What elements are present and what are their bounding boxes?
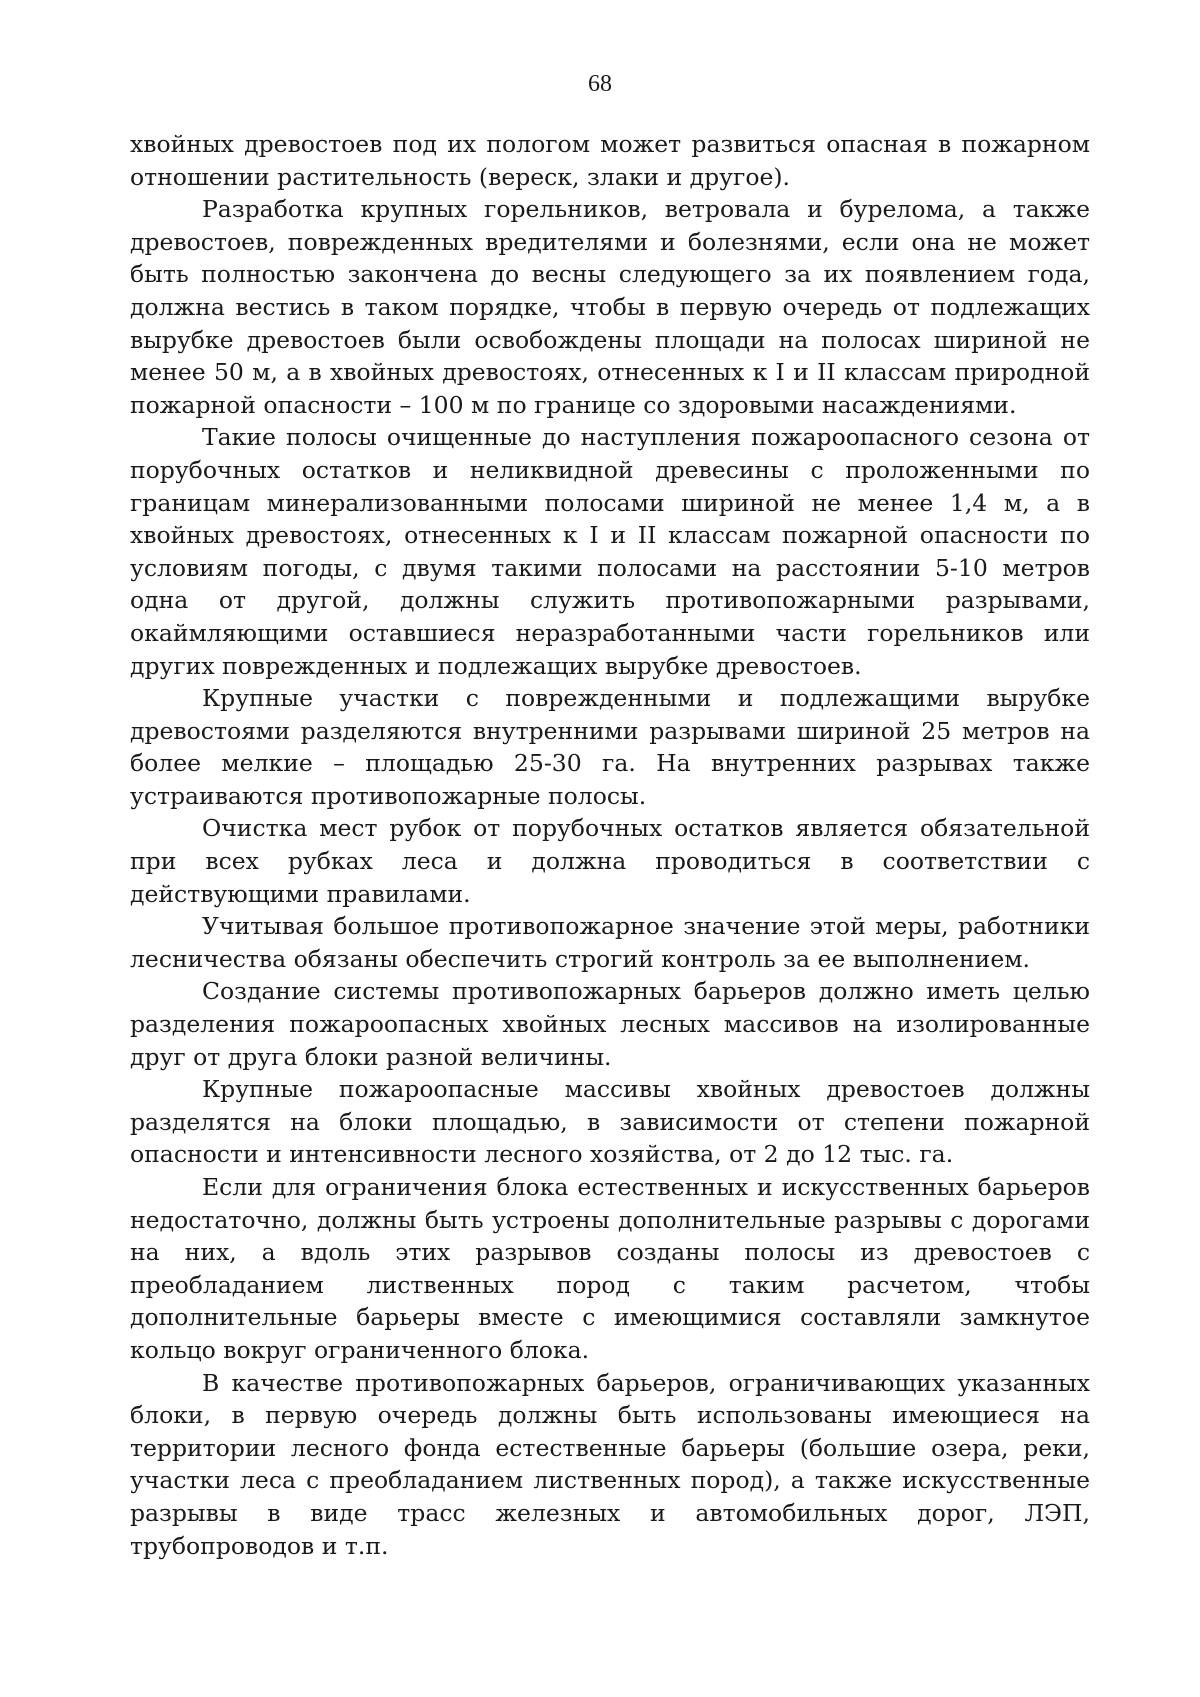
page-number: 68 [588,71,612,97]
paragraph: Очистка мест рубок от порубочных остатков является обязательной при всех рубках леса и должна проводиться в соответствии с действующими правилами. [130,814,1090,908]
paragraph: Разработка крупных горельников, ветровала и бурелома, а также древостоев, поврежденных вредителями и болезнями, если она не может быть полностью закончена до весны следующего за их появлением года, должна вестись в таком порядке, чтобы в первую очередь от подлежащих вырубке древостоев были освобождены площади на полосах шириной не менее 50 м, а в хвойных древостоях, отнесенных к I и II классам природной пожарной опасности – 100 м по границе со здоровыми насаждениями. [130,195,1090,419]
paragraph: Учитывая большое противопожарное значение этой меры, работники лесничества обязаны обеспечить строгий контроль за ее выполнением. [130,912,1090,973]
paragraph: Крупные пожароопасные массивы хвойных древостоев должны разделятся на блоки площадью, в зависимости от степени пожарной опасности и интенсивности лесного хозяйства, от 2 до 12 тыс. га. [130,1075,1090,1169]
paragraph: В качестве противопожарных барьеров, ограничивающих указанных блоки, в первую очередь должны быть использованы имеющиеся на территории лесного фонда естественные барьеры (большие озера, реки, участки леса с преобладанием лиственных пород), а также искусственные разрывы в виде трасс железных и автомобильных дорог, ЛЭП, трубопроводов и т.п. [130,1368,1090,1560]
document-body [130,128,1090,1562]
paragraph: Такие полосы очищенные до наступления пожароопасного сезона от порубочных остатков и неликвидной древесины с проложенными по границам минерализованными полосами шириной не менее 1,4 м, а в хвойных древостоях, отнесенных к I и II классам пожарной опасности по условиям погоды, с двумя такими полосами на расстоянии 5-10 метров одна от другой, должны служить противопожарными разрывами, окаймляющими оставшиеся неразработанными части горельников или других поврежденных и подлежащих вырубке древостоев. [130,423,1090,680]
paragraph: Крупные участки с поврежденными и подлежащими вырубке древостоями разделяются внутренними разрывами шириной 25 метров на более мелкие – площадью 25-30 га. На внутренних разрывах также устраиваются противопожарные полосы. [130,684,1090,810]
paragraph: Если для ограничения блока естественных и искусственных барьеров недостаточно, должны быть устроены дополнительные разрывы с дорогами на них, а вдоль этих разрывов созданы полосы из древостоев с преобладанием лиственных пород с таким расчетом, чтобы дополнительные барьеры вместе с имеющимися составляли замкнутое кольцо вокруг ограниченного блока. [130,1173,1090,1364]
paragraph-continuation: хвойных древостоев под их пологом может развиться опасная в пожарном отношении растительность (вереск, злаки и другое). [130,130,1090,191]
paragraph: Создание системы противопожарных барьеров должно иметь целью разделения пожароопасных хвойных лесных массивов на изолированные друг от друга блоки разной величины. [130,977,1090,1071]
